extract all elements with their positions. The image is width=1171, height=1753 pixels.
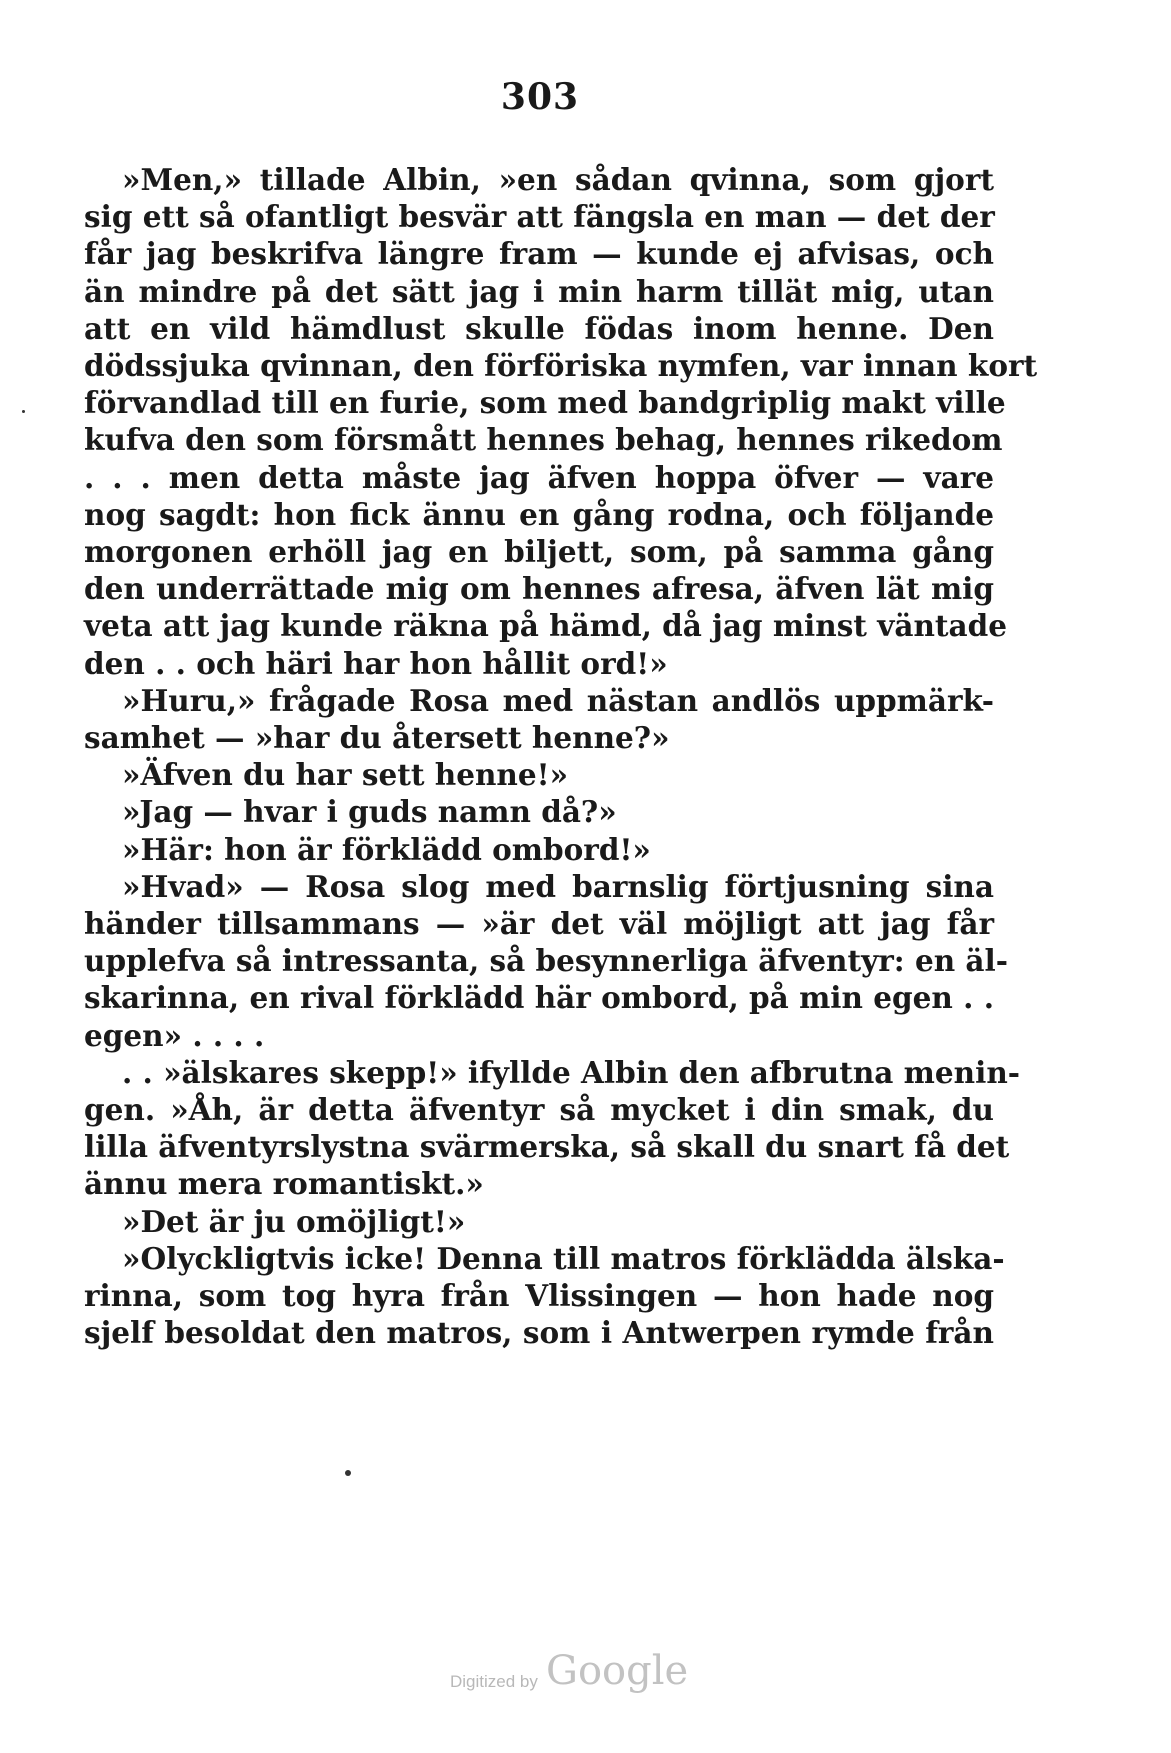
text-line: ännu mera romantiskt.» [84, 1166, 484, 1202]
text-line: »Hvad» — Rosa slog med barnslig förtjusning sina [122, 868, 994, 904]
text-line: »Men,» tillade Albin, »en sådan qvinna, som gjort [122, 162, 994, 197]
watermark-brand: Google [546, 1648, 689, 1694]
text-line: »Jag — hvar i guds namn då?» [122, 794, 617, 830]
print-speck [345, 1470, 351, 1476]
text-line: samhet — »har du återsett henne?» [84, 720, 670, 755]
text-line: »Här: hon är förklädd ombord!» [122, 831, 651, 867]
text-line: sig ett så ofantligt besvär att fängsla en man — det der [84, 199, 995, 235]
text-line: »Det är ju omöjligt!» [122, 1203, 466, 1239]
text-line: morgonen erhöll jag en biljett, som, på samma gång [84, 534, 994, 569]
text-line: veta att jag kunde räkna på hämd, då jag minst väntade [84, 608, 1008, 644]
text-line: än mindre på det sätt jag i min harm tillät mig, utan [84, 273, 994, 309]
text-line: »Huru,» frågade Rosa med nästan andlös uppmärk- [122, 682, 994, 718]
text-line: förvandlad till en furie, som med bandgriplig makt ville [84, 385, 1006, 421]
text-line: rinna, som tog hyra från Vlissingen — hon hade nog [84, 1278, 994, 1313]
text-line: att en vild hämdlust skulle födas inom henne. Den [84, 310, 994, 346]
text-line: dödssjuka qvinnan, den förföriska nymfen, var innan kort [84, 348, 1038, 383]
text-line: den underrättade mig om hennes afresa, äfven lät mig [84, 571, 994, 607]
text-line: . . . men detta måste jag äfven hoppa öfver — vare [84, 459, 994, 495]
page-number: 303 [500, 76, 580, 118]
text-line: får jag beskrifva längre fram — kunde ej afvisas, och [84, 236, 994, 272]
text-line: kufva den som försmått hennes behag, hennes rikedom [84, 422, 1003, 458]
watermark-prefix: Digitized by [450, 1672, 538, 1691]
text-line: »Olyckligtvis icke! Denna till matros förklädda älska- [122, 1240, 1005, 1276]
text-line: den . . och häri har hon hållit ord!» [84, 645, 668, 681]
text-line: . . »älskares skepp!» ifyllde Albin den afbrutna menin- [122, 1054, 1021, 1090]
text-line: »Äfven du har sett henne!» [122, 757, 569, 793]
text-line: gen. »Åh, är detta äfventyr så mycket i din smak, du [84, 1092, 994, 1127]
text-line: sjelf besoldat den matros, som i Antwerpen rymde från [84, 1315, 994, 1351]
text-line: skarinna, en rival förklädd här ombord, på min egen . . [84, 980, 994, 1016]
text-line: lilla äfventyrslystna svärmerska, så skall du snart få det [84, 1129, 1010, 1165]
print-speck [22, 410, 25, 413]
text-line: egen» . . . . [84, 1017, 265, 1053]
text-line: händer tillsammans — »är det väl möjligt att jag får [84, 906, 994, 941]
digitized-watermark [450, 1648, 700, 1708]
text-line: upplefva så intressanta, så besynnerliga äfventyr: en äl- [84, 943, 1008, 979]
text-line: nog sagdt: hon fick ännu en gång rodna, och följande [84, 496, 994, 532]
